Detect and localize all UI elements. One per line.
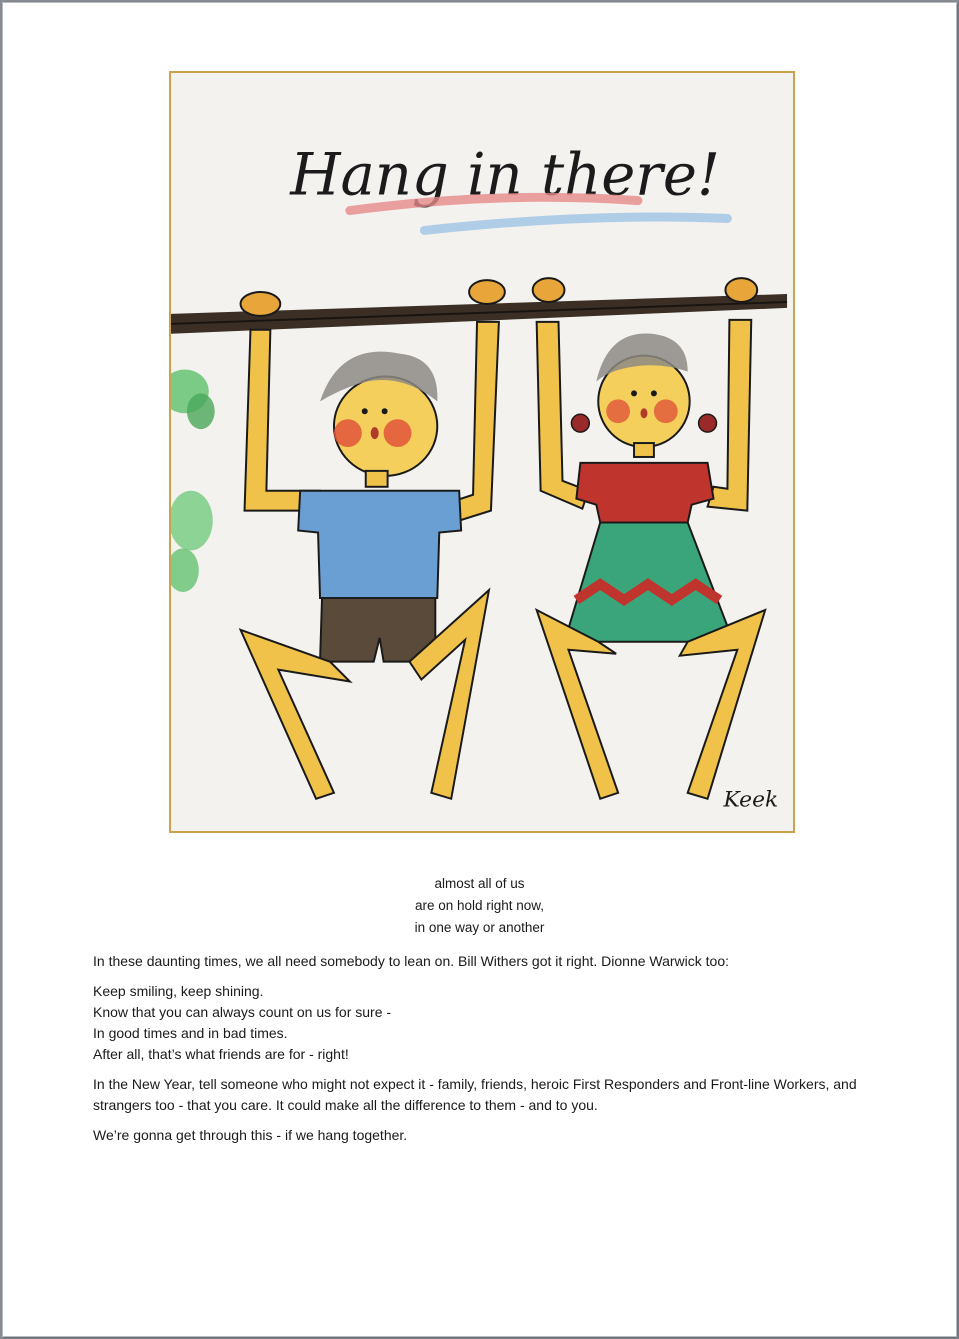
intro-paragraph: In these daunting times, we all need somebody to lean on. Bill Withers got it right. Dionne Warwick too: bbox=[93, 953, 730, 969]
lyric-line-1: Keep smiling, keep shining. bbox=[93, 983, 264, 999]
heading-handwritten: Hang in there! bbox=[290, 141, 721, 209]
caption-line-3: in one way or another bbox=[414, 920, 545, 935]
body-text bbox=[93, 951, 905, 1146]
document-page bbox=[2, 2, 957, 1337]
lyric-line-4: After all, that’s what friends are for - right! bbox=[93, 1046, 349, 1062]
caption-line-1: almost all of us bbox=[434, 876, 525, 891]
caption bbox=[3, 873, 956, 939]
new-year-paragraph: In the New Year, tell someone who might not expect it - family, friends, heroic First Responders and Front-line Workers, and strangers too - that you care. It could make all the difference to them - and to you. bbox=[93, 1076, 857, 1113]
lyric-line-3: In good times and in bad times. bbox=[93, 1025, 288, 1041]
artist-signature: Keek bbox=[723, 787, 779, 813]
hang-in-there-illustration bbox=[169, 71, 795, 833]
watercolor-drawing bbox=[171, 73, 793, 831]
closing-paragraph: We’re gonna get through this - if we hang together. bbox=[93, 1127, 408, 1143]
caption-line-2: are on hold right now, bbox=[414, 898, 545, 913]
lyric-line-2: Know that you can always count on us for sure - bbox=[93, 1004, 392, 1020]
